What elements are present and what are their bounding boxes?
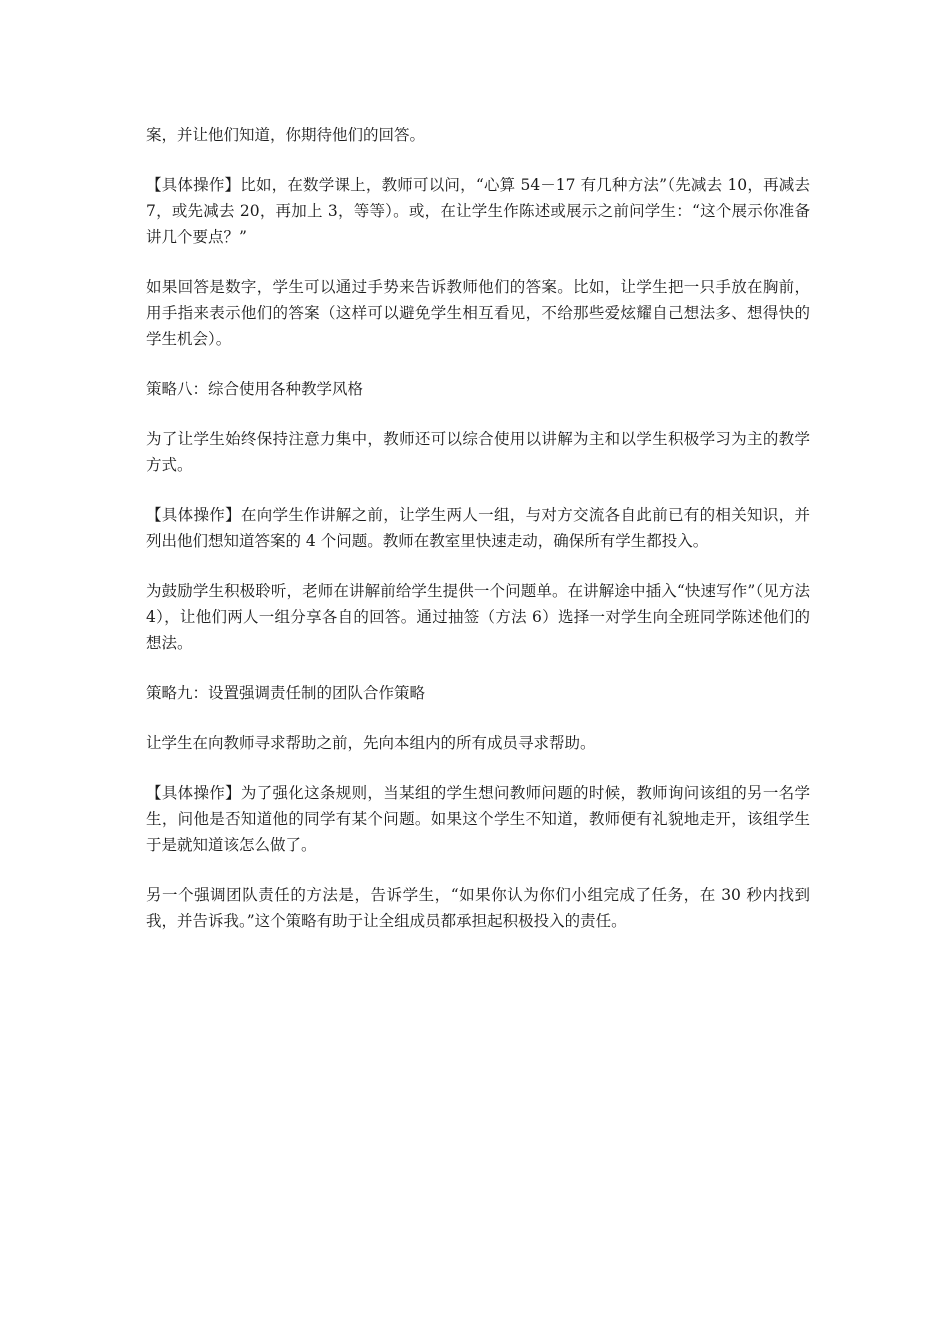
paragraph-attention: 为了让学生始终保持注意力集中，教师还可以综合使用以讲解为主和以学生积极学习为主的教学方式。 xyxy=(146,430,810,474)
strategy-9-heading: 策略九：设置强调责任制的团队合作策略 xyxy=(146,684,426,702)
paragraph-active-listening: 为鼓励学生积极聆听，老师在讲解前给学生提供一个问题单。在讲解途中插入“快速写作”（见方法 4），让他们两人一组分享各自的回答。通过抽签（方法 6）选择一对学生向全班同学陈述他们的想法。 xyxy=(146,582,810,652)
document-page xyxy=(146,122,810,958)
strategy-8-heading: 策略八：综合使用各种教学风格 xyxy=(146,380,364,398)
paragraph-continuation: 案，并让他们知道，你期待他们的回答。 xyxy=(146,126,426,144)
paragraph-operation-example: 【具体操作】比如，在数学课上，教师可以问，“心算 54－17 有几种方法”（先减去 10，再减去 7，或先减去 20，再加上 3，等等）。或，在让学生作陈述或展示之前问学生：“这个展示你准备讲几个要点？” xyxy=(146,176,810,246)
paragraph-reinforce-rule: 【具体操作】为了强化这条规则，当某组的学生想问教师问题的时候，教师询问该组的另一名学生，问他是否知道他的同学有某个问题。如果这个学生不知道，教师便有礼貌地走开，该组学生于是就知道该怎么做了。 xyxy=(146,784,810,854)
paragraph-ask-group-first: 让学生在向教师寻求帮助之前，先向本组内的所有成员寻求帮助。 xyxy=(146,734,596,752)
paragraph-gesture-answer: 如果回答是数字，学生可以通过手势来告诉教师他们的答案。比如，让学生把一只手放在胸前，用手指来表示他们的答案（这样可以避免学生相互看见，不给那些爱炫耀自己想法多、想得快的学生机会）。 xyxy=(146,278,810,348)
paragraph-team-responsibility: 另一个强调团队责任的方法是，告诉学生，“如果你认为你们小组完成了任务，在 30 秒内找到我，并告诉我。”这个策略有助于让全组成员都承担起积极投入的责任。 xyxy=(146,886,810,930)
paragraph-pair-discussion: 【具体操作】在向学生作讲解之前，让学生两人一组，与对方交流各自此前已有的相关知识，并列出他们想知道答案的 4 个问题。教师在教室里快速走动，确保所有学生都投入。 xyxy=(146,506,810,550)
